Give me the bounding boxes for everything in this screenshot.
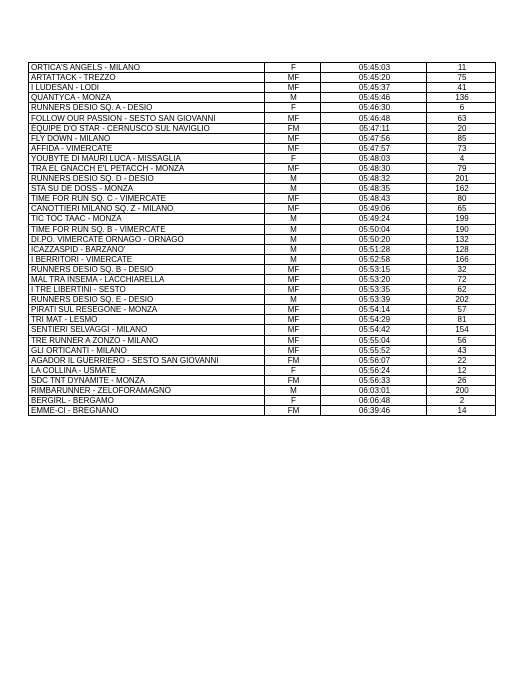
team-cell: I LUDESAN - LODI [29,83,265,93]
category-cell: MF [265,83,321,93]
time-cell: 05:53:20 [321,274,427,284]
bib-number-cell: 12 [427,365,496,375]
category-cell: F [265,63,321,73]
bib-number-cell: 80 [427,194,496,204]
table-row [29,204,496,214]
team-cell: FLY DOWN - MILANO [29,133,265,143]
bib-number-cell: 75 [427,73,496,83]
category-cell: F [265,103,321,113]
category-cell: F [265,365,321,375]
team-cell: PIRATI SUL RESEGONE - MONZA [29,305,265,315]
time-cell: 05:53:15 [321,264,427,274]
time-cell: 05:45:03 [321,63,427,73]
category-cell: MF [265,204,321,214]
time-cell: 05:53:39 [321,295,427,305]
table-row [29,325,496,335]
table-row [29,73,496,83]
bib-number-cell: 190 [427,224,496,234]
time-cell: 05:48:32 [321,174,427,184]
time-cell: 05:46:30 [321,103,427,113]
time-cell: 05:50:20 [321,234,427,244]
time-cell: 05:52:58 [321,254,427,264]
table-row [29,133,496,143]
team-cell: LA COLLINA - USMATE [29,365,265,375]
bib-number-cell: 136 [427,93,496,103]
team-cell: RUNNERS DESIO SQ. A - DESIO [29,103,265,113]
category-cell: MF [265,315,321,325]
team-cell: SDC TNT DYNAMITE - MONZA [29,375,265,385]
table-row [29,153,496,163]
table-row [29,103,496,113]
team-cell: ICAZZASPID - BARZANO' [29,244,265,254]
category-cell: MF [265,113,321,123]
category-cell: M [265,214,321,224]
category-cell: M [265,244,321,254]
bib-number-cell: 85 [427,133,496,143]
time-cell: 05:45:37 [321,83,427,93]
time-cell: 05:49:24 [321,214,427,224]
bib-number-cell: 202 [427,295,496,305]
category-cell: M [265,254,321,264]
category-cell: MF [265,335,321,345]
category-cell: FM [265,355,321,365]
team-cell: SENTIERI SELVAGGI - MILANO [29,325,265,335]
time-cell: 05:51:28 [321,244,427,254]
time-cell: 05:55:52 [321,345,427,355]
table-row [29,163,496,173]
category-cell: MF [265,274,321,284]
table-row [29,285,496,295]
team-cell: RUNNERS DESIO SQ. E - DESIO [29,295,265,305]
team-cell: EMME-CI - BREGNANO [29,406,265,416]
category-cell: MF [265,143,321,153]
table-row [29,184,496,194]
team-cell: ARTATTACK - TREZZO [29,73,265,83]
bib-number-cell: 162 [427,184,496,194]
team-cell: I BERRITORI - VIMERCATE [29,254,265,264]
time-cell: 05:47:56 [321,133,427,143]
bib-number-cell: 20 [427,123,496,133]
results-table-body [29,63,496,416]
table-row [29,375,496,385]
table-row [29,396,496,406]
table-row [29,63,496,73]
bib-number-cell: 57 [427,305,496,315]
table-row [29,93,496,103]
table-row [29,254,496,264]
category-cell: MF [265,285,321,295]
time-cell: 06:03:01 [321,386,427,396]
bib-number-cell: 63 [427,113,496,123]
time-cell: 05:47:11 [321,123,427,133]
time-cell: 05:54:29 [321,315,427,325]
team-cell: RUNNERS DESIO SQ. D - DESIO [29,174,265,184]
team-cell: RUNNERS DESIO SQ. B - DESIO [29,264,265,274]
team-cell: TRI MAT - LESMO [29,315,265,325]
table-row [29,244,496,254]
category-cell: FM [265,123,321,133]
table-row [29,234,496,244]
time-cell: 06:06:48 [321,396,427,406]
time-cell: 05:48:35 [321,184,427,194]
table-row [29,83,496,93]
table-row [29,264,496,274]
team-cell: YOUBYTE DI MAURI LUCA - MISSAGLIA [29,153,265,163]
team-cell: AFFIDA - VIMERCATE [29,143,265,153]
team-cell: DI.PO. VIMERCATE ORNAGO - ORNAGO [29,234,265,244]
team-cell: MAL TRA INSEMA - LACCHIARELLA [29,274,265,284]
team-cell: ÉQUIPE D'O STAR - CERNUSCO SUL NAVIGLIO [29,123,265,133]
bib-number-cell: 79 [427,163,496,173]
time-cell: 05:46:48 [321,113,427,123]
bib-number-cell: 56 [427,335,496,345]
category-cell: M [265,234,321,244]
table-row [29,224,496,234]
category-cell: MF [265,194,321,204]
team-cell: TIME FOR RUN SQ. B - VIMERCATE [29,224,265,234]
time-cell: 05:56:24 [321,365,427,375]
bib-number-cell: 43 [427,345,496,355]
bib-number-cell: 22 [427,355,496,365]
category-cell: MF [265,345,321,355]
category-cell: M [265,93,321,103]
category-cell: M [265,386,321,396]
team-cell: TIME FOR RUN SQ. C - VIMERCATE [29,194,265,204]
table-row [29,194,496,204]
team-cell: TIC TOC TAAC - MONZA [29,214,265,224]
bib-number-cell: 81 [427,315,496,325]
bib-number-cell: 166 [427,254,496,264]
category-cell: MF [265,73,321,83]
table-row [29,315,496,325]
time-cell: 05:54:42 [321,325,427,335]
team-cell: QUANTYCA - MONZA [29,93,265,103]
table-row [29,113,496,123]
bib-number-cell: 32 [427,264,496,274]
table-row [29,305,496,315]
bib-number-cell: 73 [427,143,496,153]
table-row [29,214,496,224]
team-cell: AGADOR IL GUERRIERO - SESTO SAN GIOVANNI [29,355,265,365]
table-row [29,123,496,133]
bib-number-cell: 41 [427,83,496,93]
bib-number-cell: 11 [427,63,496,73]
bib-number-cell: 154 [427,325,496,335]
table-row [29,406,496,416]
time-cell: 05:54:14 [321,305,427,315]
category-cell: MF [265,264,321,274]
table-row [29,143,496,153]
category-cell: M [265,295,321,305]
table-row [29,174,496,184]
category-cell: M [265,174,321,184]
team-cell: ORTICA'S ANGELS - MILANO [29,63,265,73]
team-cell: STA SU DE DOSS - MONZA [29,184,265,194]
time-cell: 05:50:04 [321,224,427,234]
time-cell: 06:39:46 [321,406,427,416]
category-cell: M [265,184,321,194]
category-cell: MF [265,325,321,335]
bib-number-cell: 72 [427,274,496,284]
time-cell: 05:49:06 [321,204,427,214]
time-cell: 05:53:35 [321,285,427,295]
bib-number-cell: 14 [427,406,496,416]
team-cell: GLI ORTICANTI - MILANO [29,345,265,355]
category-cell: MF [265,163,321,173]
table-row [29,345,496,355]
time-cell: 05:45:20 [321,73,427,83]
bib-number-cell: 2 [427,396,496,406]
time-cell: 05:45:46 [321,93,427,103]
bib-number-cell: 65 [427,204,496,214]
team-cell: RIMBARUNNER - ZELOFORAMAGNO [29,386,265,396]
time-cell: 05:48:03 [321,153,427,163]
bib-number-cell: 4 [427,153,496,163]
bib-number-cell: 200 [427,386,496,396]
category-cell: F [265,153,321,163]
time-cell: 05:47:57 [321,143,427,153]
bib-number-cell: 62 [427,285,496,295]
team-cell: BERGIRL - BERGAMO [29,396,265,406]
team-cell: I TRE LIBERTINI - SESTO [29,285,265,295]
table-row [29,355,496,365]
table-row [29,274,496,284]
bib-number-cell: 128 [427,244,496,254]
time-cell: 05:56:07 [321,355,427,365]
team-cell: FOLLOW OUR PASSION - SESTO SAN GIOVANNI [29,113,265,123]
category-cell: MF [265,133,321,143]
category-cell: F [265,396,321,406]
bib-number-cell: 132 [427,234,496,244]
time-cell: 05:48:43 [321,194,427,204]
results-table [28,62,496,416]
time-cell: 05:48:30 [321,163,427,173]
table-row [29,335,496,345]
bib-number-cell: 26 [427,375,496,385]
table-row [29,386,496,396]
table-row [29,365,496,375]
team-cell: TRE RUNNER A ZONZO - MILANO [29,335,265,345]
category-cell: FM [265,406,321,416]
bib-number-cell: 199 [427,214,496,224]
category-cell: MF [265,305,321,315]
time-cell: 05:56:33 [321,375,427,385]
category-cell: FM [265,375,321,385]
table-row [29,295,496,305]
team-cell: CANOTTIERI MILANO SQ. Z - MILANO [29,204,265,214]
bib-number-cell: 201 [427,174,496,184]
team-cell: TRA EL GNACCH E'L PETACCH - MONZA [29,163,265,173]
time-cell: 05:55:04 [321,335,427,345]
bib-number-cell: 6 [427,103,496,113]
category-cell: M [265,224,321,234]
